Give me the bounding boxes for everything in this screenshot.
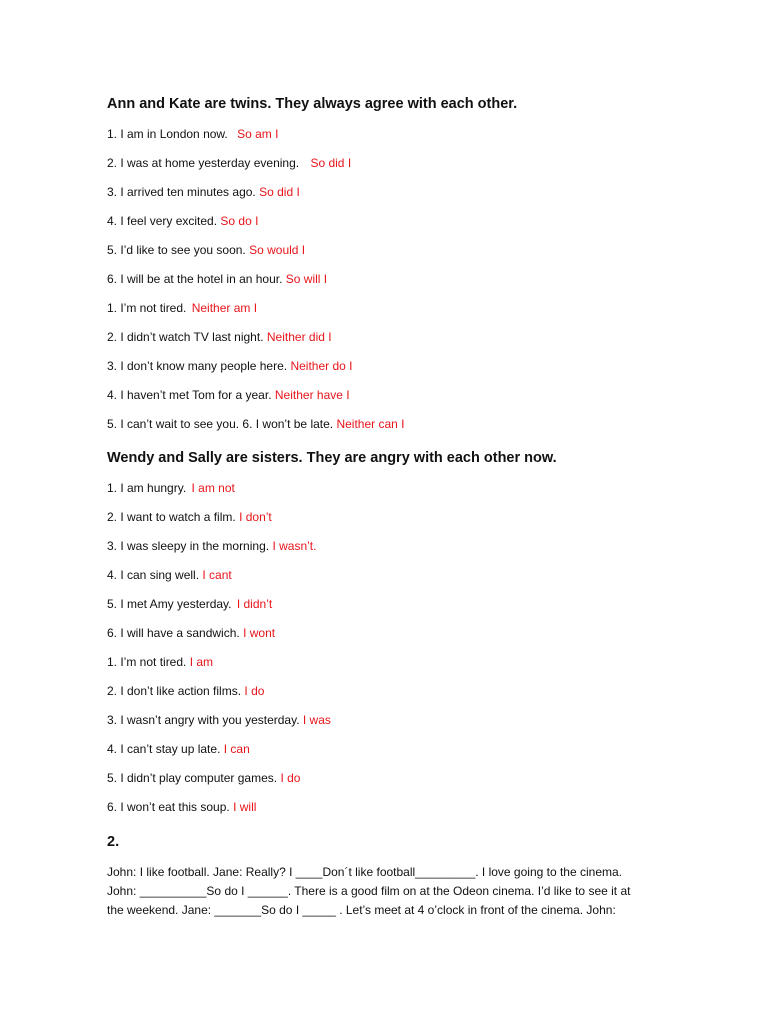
answer-text: I am not bbox=[191, 481, 235, 495]
answer-text: I am bbox=[189, 655, 214, 669]
question-text: 6. I will be at the hotel in an hour. bbox=[107, 272, 283, 286]
list-item bbox=[107, 770, 300, 786]
answer-text: I do bbox=[280, 771, 301, 785]
answer-text: I was bbox=[302, 713, 331, 727]
answer-text: Neither can I bbox=[336, 417, 405, 431]
list-item bbox=[107, 300, 257, 316]
dialogue-paragraph bbox=[107, 863, 667, 920]
list-item bbox=[107, 387, 350, 403]
list-item bbox=[107, 155, 351, 171]
question-text: 3. I was sleepy in the morning. bbox=[107, 539, 270, 553]
question-text: 2. I was at home yesterday evening. bbox=[107, 156, 300, 170]
question-text: 1. I am in London now. bbox=[107, 127, 228, 141]
list-item bbox=[107, 596, 272, 612]
answer-text: Neither do I bbox=[290, 359, 353, 373]
question-text: 4. I haven’t met Tom for a year. bbox=[107, 388, 272, 402]
answer-text: Neither did I bbox=[266, 330, 332, 344]
question-text: 3. I wasn’t angry with you yesterday. bbox=[107, 713, 300, 727]
answer-text: Neither am I bbox=[191, 301, 258, 315]
question-text: 3. I arrived ten minutes ago. bbox=[107, 185, 256, 199]
list-item bbox=[107, 683, 264, 699]
list-item bbox=[107, 538, 316, 554]
question-text: 1. I’m not tired. bbox=[107, 301, 187, 315]
section-2-heading: Wendy and Sally are sisters. They are angry with each other now. bbox=[107, 450, 557, 466]
list-item bbox=[107, 213, 258, 229]
list-item bbox=[107, 625, 275, 641]
list-item bbox=[107, 126, 278, 142]
list-item bbox=[107, 799, 256, 815]
question-text: 2. I don’t like action films. bbox=[107, 684, 242, 698]
question-text: 5. I’d like to see you soon. bbox=[107, 243, 246, 257]
question-text: 3. I don’t know many people here. bbox=[107, 359, 288, 373]
answer-text: So did I bbox=[259, 185, 300, 199]
section-1-heading: Ann and Kate are twins. They always agree with each other. bbox=[107, 96, 518, 112]
list-item bbox=[107, 242, 305, 258]
question-text: 5. I can’t wait to see you. 6. I won’t be late. bbox=[107, 417, 334, 431]
list-item bbox=[107, 567, 232, 583]
question-text: 5. I didn’t play computer games. bbox=[107, 771, 278, 785]
question-text: 4. I can sing well. bbox=[107, 568, 200, 582]
answer-text: So do I bbox=[220, 214, 259, 228]
answer-text: I wasn’t. bbox=[272, 539, 317, 553]
answer-text: I don’t bbox=[239, 510, 272, 524]
list-item bbox=[107, 329, 332, 345]
exercise-2-number: 2. bbox=[107, 834, 120, 850]
question-text: 6. I will have a sandwich. bbox=[107, 626, 240, 640]
answer-text: So would I bbox=[249, 243, 306, 257]
answer-text: So am I bbox=[237, 127, 279, 141]
list-item bbox=[107, 741, 250, 757]
list-item bbox=[107, 416, 405, 432]
question-text: 2. I want to watch a film. bbox=[107, 510, 236, 524]
dialogue-line: John: __________So do I ______. There is a good film on at the Odeon cinema. I’d like to see it at bbox=[107, 884, 631, 898]
answer-text: Neither have I bbox=[274, 388, 350, 402]
question-text: 4. I feel very excited. bbox=[107, 214, 218, 228]
dialogue-line: the weekend. Jane: _______So do I _____ . Let’s meet at 4 o’clock in front of the cinema. John: bbox=[107, 903, 616, 917]
answer-text: So did I bbox=[310, 156, 352, 170]
list-item bbox=[107, 654, 213, 670]
list-item bbox=[107, 712, 331, 728]
answer-text: I will bbox=[233, 800, 257, 814]
list-item bbox=[107, 509, 272, 525]
answer-text: I can bbox=[223, 742, 250, 756]
dialogue-line: John: I like football. Jane: Really? I ____Don´t like football_________. I love going to the cinema. bbox=[107, 865, 622, 879]
question-text: 6. I won’t eat this soup. bbox=[107, 800, 230, 814]
answer-text: I do bbox=[244, 684, 265, 698]
question-text: 2. I didn’t watch TV last night. bbox=[107, 330, 264, 344]
question-text: 1. I’m not tired. bbox=[107, 655, 187, 669]
question-text: 1. I am hungry. bbox=[107, 481, 187, 495]
list-item bbox=[107, 358, 353, 374]
question-text: 4. I can’t stay up late. bbox=[107, 742, 221, 756]
answer-text: I wont bbox=[243, 626, 276, 640]
answer-text: I cant bbox=[202, 568, 232, 582]
list-item bbox=[107, 184, 300, 200]
answer-text: I didn’t bbox=[236, 597, 273, 611]
answer-text: So will I bbox=[285, 272, 328, 286]
list-item bbox=[107, 480, 235, 496]
question-text: 5. I met Amy yesterday. bbox=[107, 597, 232, 611]
list-item bbox=[107, 271, 327, 287]
